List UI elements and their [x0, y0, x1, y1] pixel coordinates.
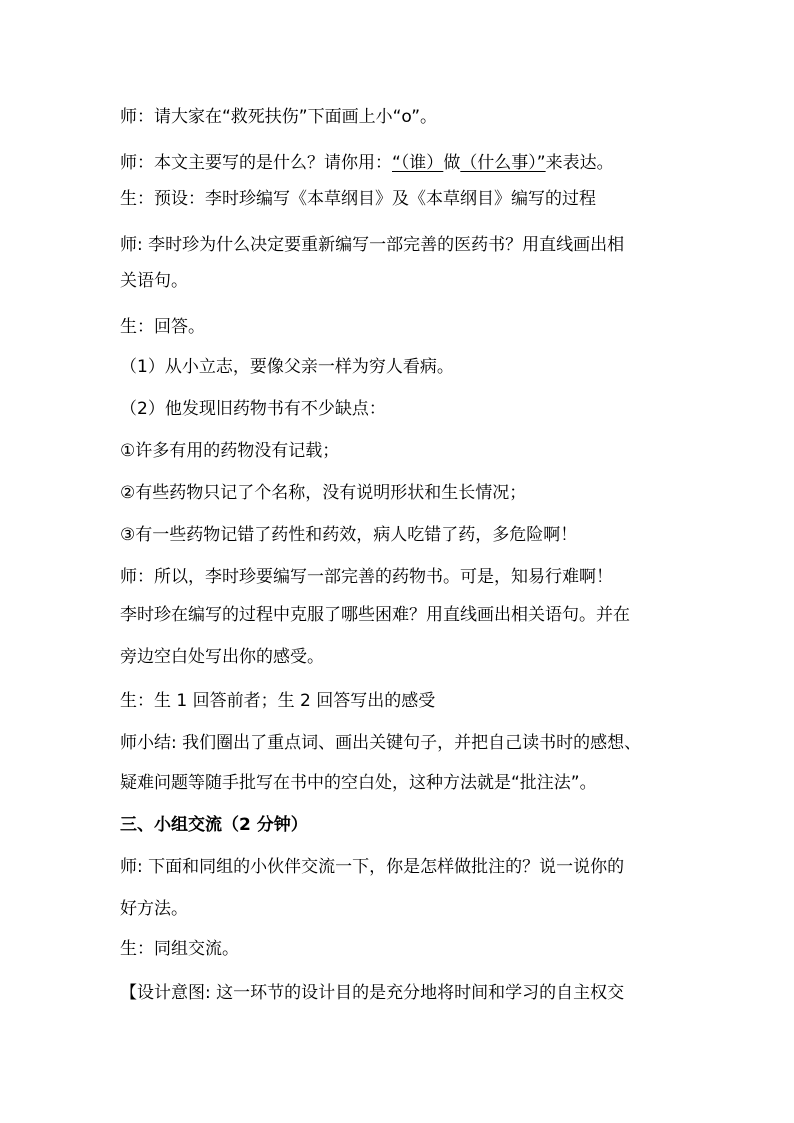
paragraph-line: 【设计意图: 这一环节的设计目的是充分地将时间和学习的自主权交: [120, 983, 625, 1003]
paragraph-line: 李时珍在编写的过程中克服了哪些困难？用直线画出相关语句。并在: [120, 605, 630, 625]
section-heading: 三、小组交流（2 分钟）: [120, 815, 308, 835]
paragraph-line: 生：生 1 回答前者；生 2 回答写出的感受: [120, 691, 436, 711]
paragraph-line: （2）他发现旧药物书有不少缺点：: [120, 399, 386, 419]
paragraph-line: 师小结: 我们圈出了重点词、画出关键句子，并把自己读书时的感想、: [120, 733, 642, 753]
line-text: 做: [443, 153, 461, 173]
paragraph-line: 旁边空白处写出你的感受。: [120, 647, 324, 667]
paragraph-line: 师: 李时珍为什么决定要重新编写一部完善的医药书？用直线画出相: [120, 235, 625, 255]
paragraph-line: 生：预设：李时珍编写《本草纲目》及《本草纲目》编写的过程: [120, 189, 596, 209]
paragraph-line: 关语句。: [120, 271, 188, 291]
paragraph-line: ②有些药物只记了个名称，没有说明形状和生长情况；: [120, 483, 527, 503]
paragraph-line: 师: 下面和同组的小伙伴交流一下，你是怎样做批注的？说一说你的: [120, 857, 625, 877]
paragraph-line: 生：同组交流。: [120, 939, 239, 959]
paragraph-line-with-underline: [120, 151, 680, 175]
underlined-who: “（谁）: [392, 153, 444, 173]
line-text: 来表达。: [545, 153, 614, 173]
paragraph-line: （1）从小立志，要像父亲一样为穷人看病。: [120, 357, 454, 377]
paragraph-line: 师：请大家在“救死扶伤”下面画上小“o”。: [120, 107, 438, 127]
paragraph-line: 师：所以，李时珍要编写一部完善的药物书。可是，知易行难啊！: [120, 567, 613, 587]
paragraph-line: ③有一些药物记错了药性和药效，病人吃错了药，多危险啊！: [120, 525, 578, 545]
underlined-what: （什么事）”: [460, 153, 546, 173]
paragraph-line: 生：回答。: [120, 317, 205, 337]
paragraph-line: ①许多有用的药物没有记载；: [120, 441, 340, 461]
paragraph-line: 疑难问题等随手批写在书中的空白处，这种方法就是“批注法”。: [120, 773, 597, 793]
line-text: 师：本文主要写的是什么？请你用：: [120, 153, 392, 173]
paragraph-line: 好方法。: [120, 899, 188, 919]
